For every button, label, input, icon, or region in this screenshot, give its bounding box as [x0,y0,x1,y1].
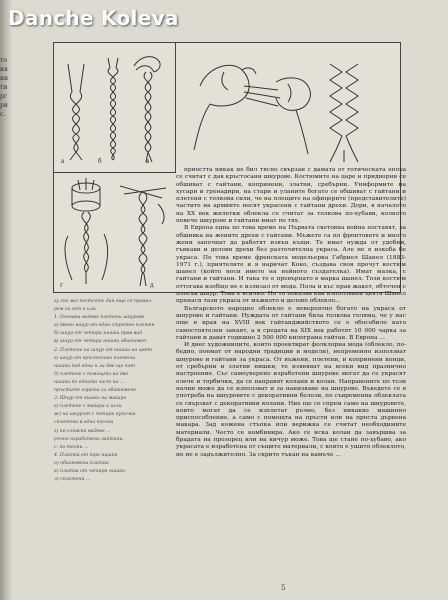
body-paragraph: В Европа една по това време на Първата световна война поставят, за обшивка на жените дрехи с гайтани. Мъжете са по фронтовете и много жени започнат да работят извън къщи. Те имат нужда от удобни, гъвкави и делови дрехи без разточителна украса. Але не я изкоба бе украса. По това време френската модельерка Габриел Шанел (1883-1971 г.), приятелите и я наричат Коко, създава своя прочут костюм шанел (който носи името на нейното създателка). Имат малка, с гайтани и гайтани. И така то е превърнато в марка шанел. Този костюм оттогава изобщо не е излизал от мода. Пола и къс прав жакет, обточен с плосък шнур. Това е всичко. Но то показва как използвани цвята Шанел пренася тази украса от мъжкото и делово облекло... [176,225,406,305]
illustration-divider-vertical [175,42,176,172]
figure-label: а [61,158,65,165]
caption-line: ж) на шнурът с четири кукички [54,412,136,418]
illustration-divider-horizontal [53,172,176,173]
caption-line: д) плетене с помощта на две [54,371,129,377]
caption-line: в) шнур от четири нишки обикновен [54,339,147,345]
figure-label: д [150,282,154,289]
edge-line: ти [0,84,8,91]
figure-braid-c [126,52,172,164]
caption-line: 1. Основни видове плетени шнурове [54,315,145,321]
caption-line: 2. Плетене на шнур от нишки на цвят [54,347,153,353]
caption-line: к) плитка от четири нишки [54,468,126,474]
caption-line: и) обикновена плитка [54,460,109,466]
figure-braid-e [112,178,174,288]
figure-hands-weaving [180,46,396,166]
figure-label: в [146,158,150,165]
caption-line: е) плетене с макара и игли [54,404,122,410]
caption-line: с. по-тесни ... [54,444,89,450]
figure-braid-a [58,62,94,162]
edge-line: с. [0,111,6,118]
page-number: 5 [281,584,286,592]
body-paragraph: приостта никак не бил тясно свързан с дамата от готическата епоха се считат с дав кръстосани шнурове. Костюмите на царе и придворни се обшиват с гайтани, копринени, златни, сребърни. Униформите на хусари и гренадири, на стари и уланите богато се обшиват с гайтани и плетени с толкова сили, че на плещите на офицерите (представителите) частите на армиите носят украсени с гайтани дрехи. Дори, в началото на XX век жилетки облекла се считат за толкова по-хубави, колкото повече шнурове и гайтани имат по тях. [176,167,406,225]
figure-label: г [60,282,64,289]
edge-line: ри [0,102,8,109]
figure-spool-d [58,176,114,288]
caption-line: сплетени в една посока [54,420,114,426]
left-edge-text [0,56,18,116]
caption-line: нишки под една и ли две ще пят [54,363,136,369]
caption-column [54,298,164,484]
figure-label: б [98,158,102,165]
caption-line: а) двоен шнур от един стретен плетен [54,323,155,329]
caption-line: г) шнур от кръстосано плетени [54,355,136,361]
caption-line: рем са сет е или [54,307,96,313]
caption-line: пръстите хората са обикновено [54,388,136,394]
caption-line: ръчно изработени гайтани, [54,436,124,442]
edge-line: то [0,57,7,64]
caption-line: 3. Шнур от нишки на макара [54,396,127,402]
body-text-column [176,167,406,459]
caption-line: гу ско же постсоть дай още се правил [54,299,152,304]
caption-line: з) по-сложни видове ... [54,428,111,434]
body-paragraph: Българското народно облекло е невероятно богато на украса от шнурове и гайтани. Нуждата от гайтани била толкова голяма, че у нас още в края на XVIII век гайтанджийството се е обособило като самостоятелен занаят, а в средата на XIX век работят 10 000 чарка за гайтани и дават годишно 2 500 000 килограма гайтан. В Европа ... [176,305,406,341]
edge-line: ни [0,75,8,82]
caption-line: нишки по едната част на ... [54,379,125,385]
body-paragraph: И днес художниците, които проектират фолклорна мода (облекло, по-бедно, поемат от народни традиции и модели), непременно използват шнурове и гайтани за украса. От въжени, плетени, и копринени конци, от сребърни и златни нишки, те изявяват на всеки вид празнично настроение. Със самоуверено изработени шнурове могат да се украсят елече и торбички, да се направят колани и колан. Направените по този начин може да се използват и за нанизване на шнурове. Въведете се в употреба на шнуровете с декоративни белези, по съвременна облеклата се свързват с декоративни колани. Ние ще се спрем само на шнуровете, които могат да се изплетат ръчно, без никакво машинно приспособление, а само с помощта на пръсти или на проста дървена макара. Зад кожена стъпка или верижка се считат необходимите материали. Често се комбинира. Ако се иска колан да завършва за брадата на прозорец или на кичур може. Това ще стане по-хубаво, ако украсата е изработена от същите материали, с които е ушито облеклото, но не е задължително. За скрито тъкан на камъче ... [176,342,406,458]
watermark-text: Danche Koleva [8,6,179,30]
caption-line: 4. Плитка от три нишки [54,452,118,458]
edge-line: рг [0,93,7,100]
edge-line: ия [0,66,8,73]
caption-line: б) шнур от четири нишки прав вид [54,331,143,337]
caption-line: л) сплетени ... [54,477,91,483]
figure-braid-b [96,56,130,164]
